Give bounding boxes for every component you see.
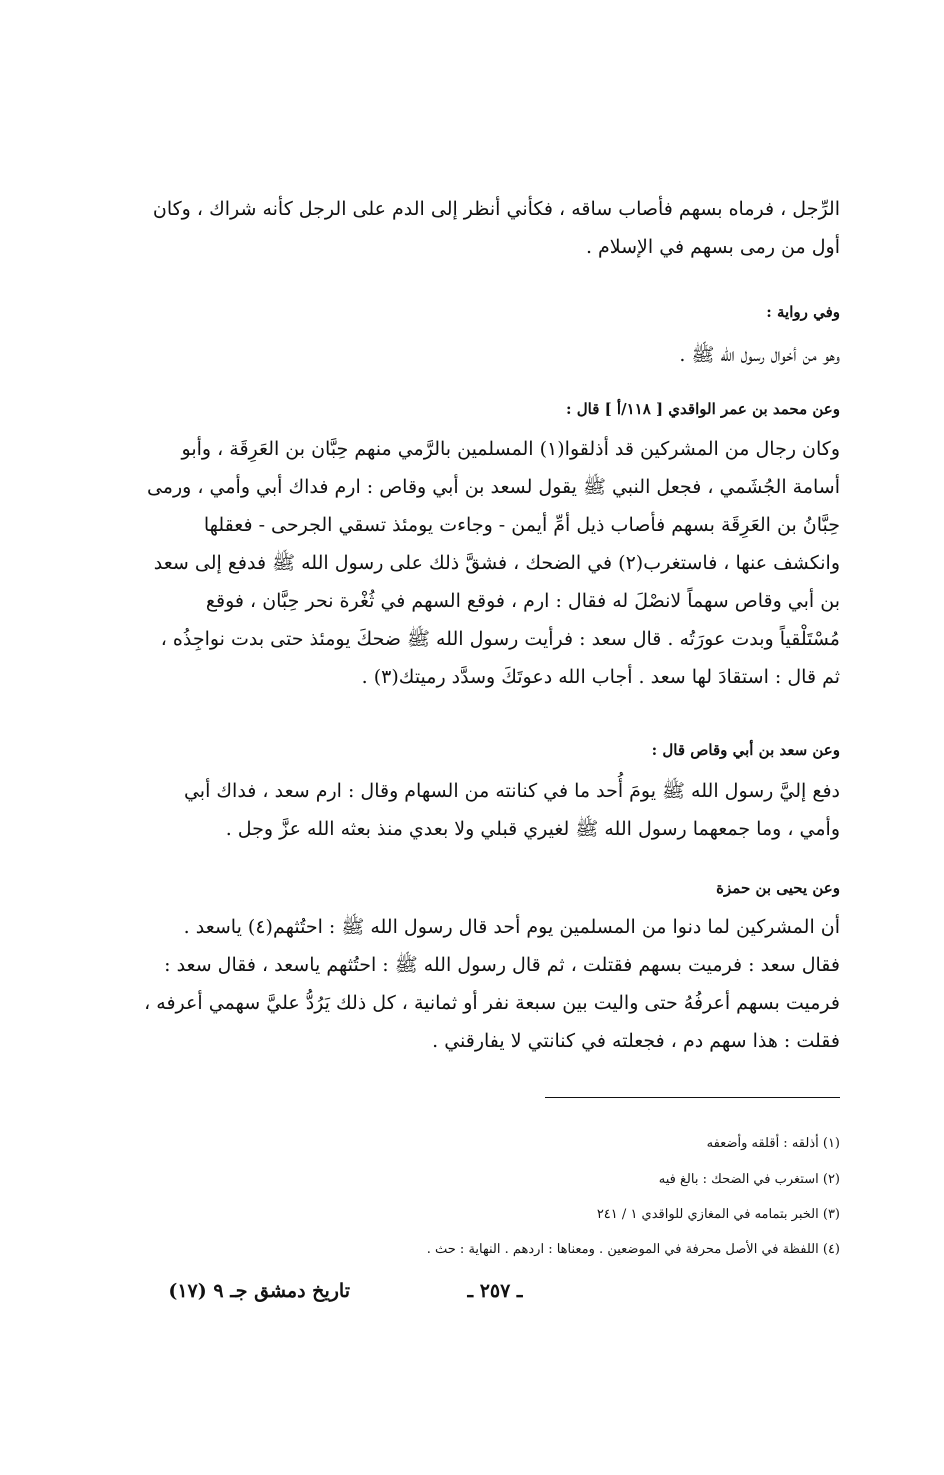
body-text: دفع إليَّ رسول الله ﷺ يومَ أُحد ما في كنانته من السهام وقال : ارم سعد ، فداك أبي وأمي ، وما جمعهما رسول الله ﷺ لغيري قبلي ولا بعدي منذ بعثه الله عزَّ وجل . [183, 780, 840, 840]
section-heading: وفي رواية : [766, 303, 840, 321]
paragraph-riwaya [140, 336, 840, 374]
paragraph-waqidi [140, 430, 840, 696]
body-text: الرِّجل ، فرماه بسهم فأصاب ساقه ، فكأني أنظر إلى الدم على الرجل كأنه شراك ، وكان أول من رمى بسهم في الإسلام . [152, 198, 840, 258]
section-heading: وعن محمد بن عمر الواقدي [ ١١٨/أ ] قال : [565, 400, 840, 418]
paragraph-continuation [140, 190, 840, 266]
footnote-2: (٢) استغرب في الضحك : بالغ فيه [658, 1172, 840, 1187]
footnote-3: (٣) الخبر بتمامه في المغازي للواقدي ١ / ٢٤١ [596, 1207, 840, 1222]
body-text: وكان رجال من المشركين قد أذلقوا(١) المسلمين بالرَّمي منهم حِبَّان بن العَرِقَة ، وأبو أسامة الجُشَمي ، فجعل النبي ﷺ يقول لسعد بن أبي وقاص : ارم فداك أبي وأمي ، ورمى حِبَّانُ بن العَرِقَة بسهم فأصاب ذيل أمِّ أيمن - وجاءت يومئذ تسقي الجرحى - فعقلها وانكشف عنها ، فاستغرب(٢) في الضحك ، فشقَّ ذلك على رسول الله ﷺ فدفع إلى سعد بن أبي وقاص سهماً لانصْلَ له فقال : ارم ، فوقع السهم في ثُغْرة نحر حِبَّان ، فوقع مُسْتَلْقياً وبدت عورَتُه . قال سعد : فرأيت رسول الله ﷺ ضحكَ يومئذ حتى بدت نواجِذُه ، ثم قال : استقادَ لها سعد . أجاب الله دعوتَكَ وسدَّد رميتك(٣) . [146, 438, 840, 688]
footnote-4: (٤) اللفظة في الأصل محرفة في الموضعين . ومعناها : اردهم . النهاية : حث . [426, 1242, 840, 1257]
paragraph-yahya [140, 908, 840, 1060]
heading-waqidi [140, 397, 840, 421]
paragraph-saad [140, 772, 840, 848]
page-number: ـ ٢٥٧ ـ [467, 1280, 523, 1302]
heading-saad [140, 738, 840, 762]
body-text: أن المشركين لما دنوا من المسلمين يوم أحد قال رسول الله ﷺ : احتُثهم(٤) ياسعد . فقال سعد : فرميت بسهم فقتلت ، ثم قال رسول الله ﷺ : احتُثهم ياسعد ، فقال سعد : فرميت بسهم أعرفُهُ حتى واليت بين سبعة نفر أو ثمانية ، كل ذلك يَرُدُّ عليَّ سهمي أعرفه ، فقلت : هذا سهم دم ، فجعلته في كنانتي لا يفارقني . [144, 916, 840, 1052]
book-title: تاريخ دمشق جـ ٩ (١٧) [168, 1280, 350, 1302]
body-text: وهو من أخوال رسول الله ﷺ . [679, 344, 840, 366]
footnote-1: (١) أذلقه : أقلقه وأضعفه [706, 1136, 840, 1151]
heading-yahya [140, 876, 840, 900]
heading-riwaya [140, 300, 840, 324]
footnote-divider [545, 1097, 840, 1098]
section-heading: وعن يحيى بن حمزة [716, 879, 840, 897]
section-heading: وعن سعد بن أبي وقاص قال : [651, 741, 840, 759]
